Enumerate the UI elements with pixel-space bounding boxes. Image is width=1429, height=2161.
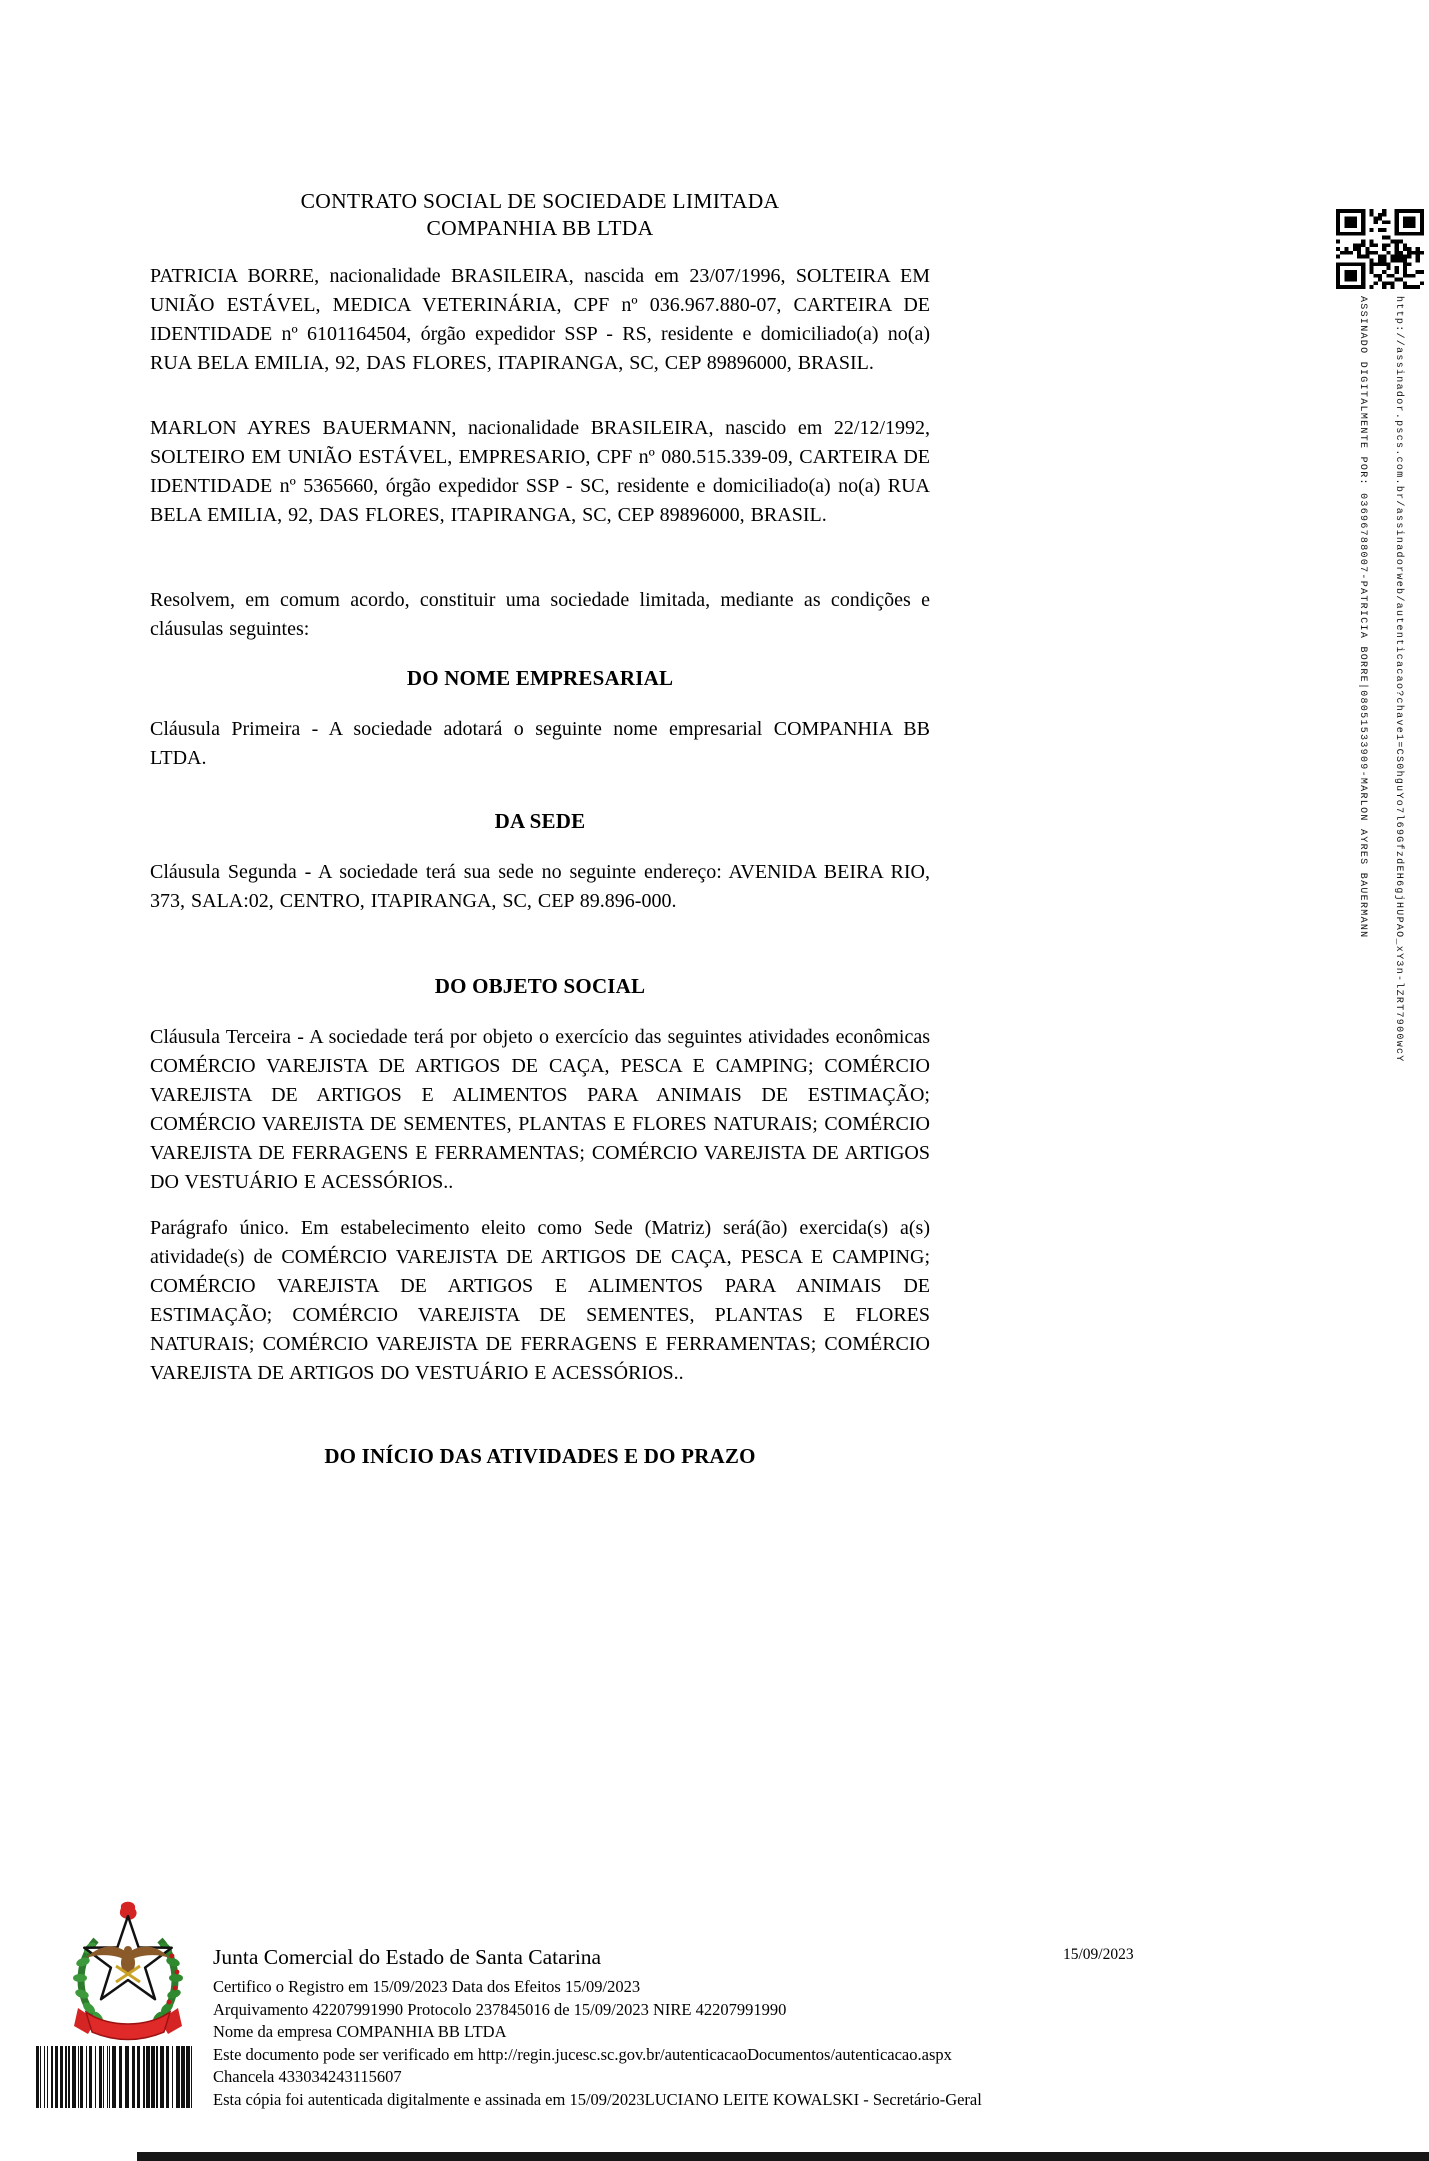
registry-org-name: Junta Comercial do Estado de Santa Catarina — [213, 1945, 602, 1969]
paragraph-clausula-terceira: Cláusula Terceira - A sociedade terá por objeto o exercício das seguintes atividades econômicas COMÉRCIO VAREJISTA DE ARTIGOS DE CAÇA, PESCA E CAMPING; COMÉRCIO VAREJISTA DE ARTIGOS E ALIMENTOS PARA ANIMAIS DE ESTIMAÇÃO; COMÉRCIO VAREJISTA DE SEMENTES, PLANTAS E FLORES NATURAIS; COMÉRCIO VAREJISTA DE FERRAGENS E FERRAMENTAS; COMÉRCIO VAREJISTA DE ARTIGOS DO VESTUÁRIO E ACESSÓRIOS.. — [150, 1026, 930, 1193]
registry-line-copia: Esta cópia foi autenticada digitalmente e assinada em 15/09/2023LUCIANO LEITE KOWALSKI - Secretário-Geral — [213, 2089, 982, 2109]
heading-objeto-social: DO OBJETO SOCIAL — [434, 974, 646, 998]
registry-line-arquivamento: Arquivamento 42207991990 Protocolo 237845016 de 15/09/2023 NIRE 42207991990 — [213, 1999, 787, 2019]
heading-da-sede: DA SEDE — [494, 809, 586, 833]
registry-date: 15/09/2023 — [1063, 1946, 1134, 1963]
paragraph-clausula-segunda: Cláusula Segunda - A sociedade terá sua sede no seguinte endereço: AVENIDA BEIRA RIO, 373, SALA:02, CENTRO, ITAPIRANGA, SC, CEP 89.896-000. — [150, 861, 930, 912]
document-title-line2: COMPANHIA BB LTDA — [426, 216, 654, 240]
heading-inicio-atividades: DO INÍCIO DAS ATIVIDADES E DO PRAZO — [324, 1444, 756, 1468]
paragraph-partner-marlon: MARLON AYRES BAUERMANN, nacionalidade BRASILEIRA, nascido em 22/12/1992, SOLTEIRO EM UNIÃO ESTÁVEL, EMPRESARIO, CPF nº 080.515.339-09, CARTEIRA DE IDENTIDADE nº 5365660, órgão expedidor SSP - SC, residente e domiciliado(a) no(a) RUA BELA EMILIA, 92, DAS FLORES, ITAPIRANGA, SC, CEP 89896000, BRASIL. — [150, 417, 930, 526]
paragraph-partner-patricia: PATRICIA BORRE, nacionalidade BRASILEIRA, nascida em 23/07/1996, SOLTEIRA EM UNIÃO ESTÁVEL, MEDICA VETERINÁRIA, CPF nº 036.967.880-07, CARTEIRA DE IDENTIDADE nº 6101164504, órgão expedidor SSP - RS, residente e domiciliado(a) no(a) RUA BELA EMILIA, 92, DAS FLORES, ITAPIRANGA, SC, CEP 89896000, BRASIL. — [150, 265, 930, 374]
registry-line-chancela: Chancela 433034243115607 — [213, 2067, 402, 2086]
barcode-icon — [36, 2046, 196, 2108]
registry-line-verificacao: Este documento pode ser verificado em http://regin.jucesc.sc.gov.br/autenticacaoDocumentos/autenticacao.aspx — [213, 2044, 952, 2064]
paragraph-paragrafo-unico: Parágrafo único. Em estabelecimento eleito como Sede (Matriz) será(ão) exercida(s) a(s) atividade(s) de COMÉRCIO VAREJISTA DE ARTIGOS DE CAÇA, PESCA E CAMPING; COMÉRCIO VAREJISTA DE ARTIGOS E ALIMENTOS PARA ANIMAIS DE ESTIMAÇÃO; COMÉRCIO VAREJISTA DE SEMENTES, PLANTAS E FLORES NATURAIS; COMÉRCIO VAREJISTA DE FERRAGENS E FERRAMENTAS; COMÉRCIO VAREJISTA DE ARTIGOS DO VESTUÁRIO E ACESSÓRIOS.. — [150, 1217, 930, 1384]
signature-url-vertical: http://assinador.pscs.com.br/assinadorweb/autenticacao?chave1=CS0hguYo7l69GfzdEH6gjHUPAO_xY3n-lZRT7900wcY — [1393, 296, 1404, 1063]
page-bottom-divider — [137, 2152, 1429, 2161]
registry-line-certifico: Certifico o Registro em 15/09/2023 Data dos Efeitos 15/09/2023 — [213, 1977, 641, 1996]
coat-of-arms-icon — [68, 1900, 188, 2042]
signature-signers-vertical: ASSINADO DIGITALMENTE POR: 03696788007-PATRICIA BORRE|08051533909-MARLON AYRES BAUERMANN — [1357, 296, 1368, 939]
qr-code-icon — [1336, 209, 1424, 289]
document-title-line1: CONTRATO SOCIAL DE SOCIEDADE LIMITADA — [300, 189, 780, 213]
registry-line-empresa: Nome da empresa COMPANHIA BB LTDA — [213, 2022, 507, 2041]
registry-footer — [213, 1944, 1093, 2111]
paragraph-clausula-primeira: Cláusula Primeira - A sociedade adotará o seguinte nome empresarial COMPANHIA BB LTDA. — [150, 718, 930, 769]
contract-body — [150, 188, 930, 1469]
heading-nome-empresarial: DO NOME EMPRESARIAL — [406, 666, 674, 690]
paragraph-resolvem: Resolvem, em comum acordo, constituir uma sociedade limitada, mediante as condições e cláusulas seguintes: — [150, 589, 930, 640]
